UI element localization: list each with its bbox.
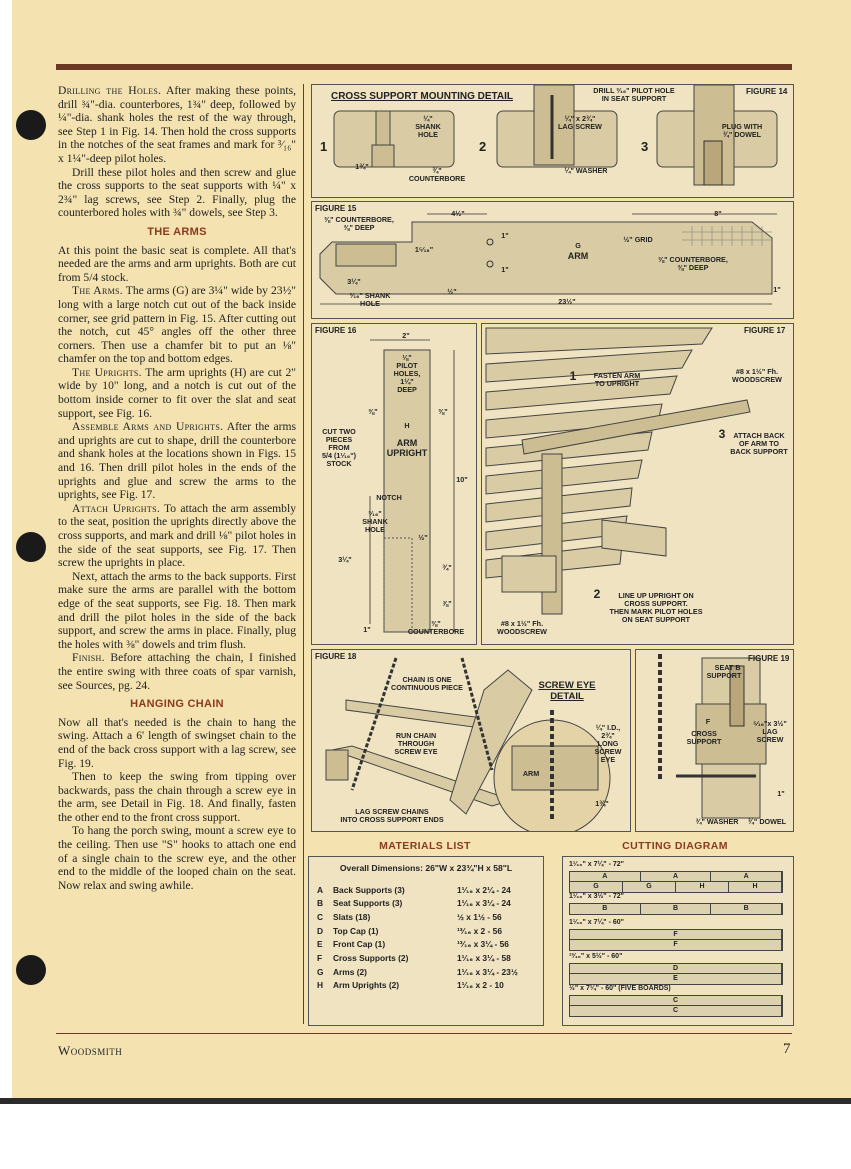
board-part-label: F — [570, 940, 782, 950]
board-part-label: A — [570, 872, 641, 882]
materials-row — [315, 951, 537, 965]
board-part-label: B — [570, 904, 641, 914]
figure-18 — [311, 649, 631, 832]
scan-edge — [0, 1098, 851, 1104]
paragraph — [58, 502, 296, 570]
figure-15-number: FIGURE 15 — [315, 204, 357, 213]
dimension-label: ⅜" — [438, 407, 448, 416]
materials-size: 1¹⁄₁₆ x 3¼ - 23½ — [457, 966, 518, 977]
callout-label: LAG SCREW CHAINS INTO CROSS SUPPORT ENDS — [340, 807, 444, 824]
dimension-label: ⅜" — [368, 407, 378, 416]
materials-name: Seat Supports (3) — [333, 898, 403, 909]
materials-row — [315, 965, 537, 979]
callout-label: ATTACH BACK OF ARM TO BACK SUPPORT — [730, 431, 788, 456]
callout-label: ¼" SHANK HOLE — [415, 114, 441, 139]
board-part-label: C — [570, 996, 782, 1006]
callout-label: ⅜" COUNTERBORE, ⅜" DEEP — [324, 215, 394, 232]
board-part-label: B — [641, 904, 712, 914]
board — [569, 939, 783, 951]
board — [569, 881, 783, 893]
materials-name: Top Cap (1) — [333, 925, 379, 936]
cutting-diagram-title: CUTTING DIAGRAM — [622, 840, 728, 852]
materials-list-box — [308, 856, 544, 1026]
dimension-label: 23½" — [558, 297, 576, 306]
paragraph: Drill these pilot holes and then screw and glue the cross supports to the seat supports with ¼" x 2¾" lag screws, see Step 2. Finally, plug the counterbored holes with ¾" dowels, see Step 3. — [58, 165, 296, 220]
materials-key: H — [317, 980, 324, 991]
page-number: 7 — [783, 1041, 791, 1057]
publication-name: Woodsmith — [58, 1043, 123, 1058]
part-letter: B — [735, 663, 741, 672]
materials-list-title: MATERIALS LIST — [379, 840, 471, 852]
materials-key: F — [317, 953, 323, 964]
step-number: 1 — [569, 369, 577, 383]
cutting-diagram-box — [562, 856, 794, 1026]
callout-label: ¼" WASHER — [564, 166, 608, 175]
callout-label: ⅜" COUNTERBORE — [407, 619, 465, 636]
board — [569, 973, 783, 985]
dimension-label: 1" — [773, 285, 781, 294]
board-label: ½" x 7¼" - 60" (FIVE BOARDS) — [569, 985, 671, 992]
figure-17 — [481, 323, 794, 645]
callout-label: ³⁄₁₆" SHANK HOLE — [362, 509, 388, 534]
materials-row — [315, 938, 537, 952]
paragraph — [58, 284, 296, 366]
dimension-label: 1" — [501, 231, 509, 240]
materials-key: G — [317, 966, 324, 977]
dimension-label: 2" — [402, 331, 410, 340]
dimension-label: 1¾" — [595, 799, 609, 808]
materials-size: 1¹⁄₁₆ x 3¼ - 58 — [457, 953, 511, 964]
top-rule — [56, 64, 792, 70]
board — [569, 1005, 783, 1017]
callout-label: PLUG WITH ¾" DOWEL — [721, 122, 763, 139]
materials-size: 1¹⁄₁₆ x 3¼ - 24 — [457, 898, 511, 909]
materials-row — [315, 883, 537, 897]
materials-name: Slats (18) — [333, 911, 371, 922]
paragraph — [58, 366, 296, 420]
paragraph-text: Before attaching the chain, I finished the entire swing with three coats of spar varnish, see Sources, pg. 24. — [58, 651, 296, 692]
materials-size: 1¹⁄₁₆ x 2 - 10 — [457, 980, 504, 991]
callout-label: CUT TWO PIECES FROM 5/4 (1¹⁄₁₆") STOCK — [321, 427, 356, 468]
part-name: ARM — [567, 251, 589, 261]
board-part-label: F — [570, 930, 782, 940]
board-part-label: D — [570, 964, 782, 974]
figure-15 — [311, 201, 794, 319]
callout-label: ⁵⁄₁₆"x 3½" LAG SCREW — [753, 719, 787, 744]
board-label: 1¹⁄₁₆" x 7¼" - 72" — [569, 861, 624, 868]
paragraph — [58, 84, 296, 166]
materials-key: D — [317, 925, 324, 936]
callout-label: CHAIN IS ONE CONTINUOUS PIECE — [391, 675, 463, 692]
step-number: 3 — [718, 427, 726, 441]
figure-19 — [635, 649, 794, 832]
paragraph-text: To attach the arm assembly to the seat, position the uprights directly above the cross supports, and mark and drill ⅛" pilot holes in the side of the seat supports, see Fig. 17. Then screw the uprights in place. — [58, 501, 296, 570]
step-number: 1 — [320, 139, 328, 154]
callout-label: CROSS SUPPORT — [686, 729, 722, 746]
materials-size: ¹³⁄₁₆ x 2 - 56 — [457, 925, 502, 936]
dimension-label: ⅞" — [442, 599, 452, 608]
dimension-label: 1¾" — [355, 162, 369, 171]
materials-key: A — [317, 884, 324, 895]
callout-label: #8 x 1½" Fh. WOODSCREW — [497, 619, 547, 636]
step-number: 3 — [641, 139, 649, 154]
paragraph: At this point the basic seat is complete. All that's needed are the arms and arm uprights. Both are cut from 5/4 stock. — [58, 243, 296, 284]
dimension-label: 3¼" — [347, 277, 361, 286]
board-part-label: A — [641, 872, 712, 882]
callout-label: ½" GRID — [623, 235, 653, 244]
materials-row — [315, 979, 537, 993]
board-part-label: G — [570, 882, 623, 892]
figure-16 — [311, 323, 477, 645]
part-letter: F — [705, 717, 711, 726]
board-part-label: G — [623, 882, 676, 892]
run-in-head: Drilling the Holes. — [58, 84, 162, 97]
materials-row — [315, 910, 537, 924]
callout-label: DRILL ³⁄₁₆" PILOT HOLE IN SEAT SUPPORT — [593, 86, 675, 103]
paragraph-text: The arms (G) are 3¼" wide by 23½" long with a large notch cut out of the back inside corner, see grid pattern in Fig. 15. After cutting out the notch, cut 45° angles off the other three corners. Then use a chamfer bit to put an ⅛" chamfer on the top and bottom edges. — [58, 284, 296, 366]
dimension-label: 4½" — [451, 209, 465, 218]
materials-name: Cross Supports (2) — [333, 953, 409, 964]
figure-16-number: FIGURE 16 — [315, 326, 357, 335]
section-heading-arms: THE ARMS — [147, 225, 207, 238]
binder-hole — [16, 955, 46, 985]
dimension-label: ¾" — [442, 563, 452, 572]
paragraph: Now all that's needed is the chain to hang the swing. Attach a 6' length of swingset chain to the end of the back cross support with a lag screw, see Fig. 19. — [58, 715, 296, 770]
callout-label: ¾" DOWEL — [747, 817, 787, 826]
run-in-head: Attach Uprights. — [72, 501, 161, 515]
materials-size: 1¹⁄₁₆ x 2¼ - 24 — [457, 884, 511, 895]
figure-14-title: CROSS SUPPORT MOUNTING DETAIL — [330, 91, 514, 102]
column-divider — [303, 84, 304, 1024]
materials-row — [315, 924, 537, 938]
figure-19-number: FIGURE 19 — [748, 654, 790, 663]
callout-label: SEAT SUPPORT — [706, 663, 742, 680]
dimension-label: 3¼" — [338, 555, 352, 564]
step-number: 2 — [479, 139, 487, 154]
dimension-label: 10" — [456, 475, 468, 484]
dimension-label: ½" — [418, 533, 428, 542]
section-heading-chain: HANGING CHAIN — [130, 698, 224, 711]
board-label: 1¹⁄₁₆" x 7¼" - 60" — [569, 919, 624, 926]
figure-17-number: FIGURE 17 — [744, 326, 786, 335]
materials-row — [315, 897, 537, 911]
callout-label: ¾" WASHER — [695, 817, 739, 826]
footer-rule — [56, 1033, 792, 1034]
materials-key: C — [317, 911, 324, 922]
paragraph — [58, 651, 296, 692]
part-name: ARM — [522, 769, 540, 778]
binder-hole — [16, 110, 46, 140]
dimension-label: 1" — [501, 265, 509, 274]
callout-label: ⅛" PILOT HOLES, 1¼" DEEP — [393, 353, 421, 394]
board-part-label: H — [676, 882, 729, 892]
materials-key: B — [317, 898, 324, 909]
callout-label: ⅜" COUNTERBORE, ⅜" DEEP — [658, 255, 728, 272]
figure-18-number: FIGURE 18 — [315, 652, 357, 661]
dimension-label: 1" — [363, 625, 371, 634]
materials-name: Arms (2) — [333, 966, 367, 977]
materials-key: E — [317, 939, 323, 950]
materials-size: ¹³⁄₁₆ x 3¼ - 56 — [457, 939, 509, 950]
board-label: 1¹⁄₁₆" x 3½" - 72" — [569, 893, 624, 900]
board — [569, 903, 783, 915]
part-letter: G — [575, 241, 581, 250]
dimension-label: 1" — [777, 789, 785, 798]
paragraph-text: The arm uprights (H) are cut 2" wide by 10" long, and a notch is cut out of the bottom inside corner to fit over the slat and seat support, see Fig. 16. — [58, 365, 297, 420]
callout-label: RUN CHAIN THROUGH SCREW EYE — [394, 731, 438, 756]
materials-table — [315, 883, 537, 993]
callout-label: ¾" COUNTERBORE — [408, 166, 466, 183]
board-part-label: H — [729, 882, 782, 892]
paragraph: Next, attach the arms to the back supports. First make sure the arms are parallel with the bottom edge of the seat supports, see Fig. 18. Then mark and drill the pilot holes in the side of the back support, and screw the arms in place. Finally, plug the holes with ⅜" dowels and trim flush. — [58, 569, 296, 651]
paragraph: Then to keep the swing from tipping over backwards, pass the chain through a screw eye in the arm, see Detail in Fig. 18. And finally, fasten the other end to the front cross support. — [58, 770, 296, 824]
callout-label: #8 x 1½" Fh. WOODSCREW — [732, 367, 782, 384]
step-number: 2 — [593, 587, 601, 601]
callout-label: ³⁄₁₆" SHANK HOLE — [349, 291, 391, 308]
binder-hole — [16, 532, 46, 562]
materials-name: Back Supports (3) — [333, 884, 405, 895]
materials-name: Front Cap (1) — [333, 939, 386, 950]
materials-size: ½ x 1½ - 56 — [457, 911, 502, 922]
board-part-label: E — [570, 974, 782, 984]
board-part-label: B — [711, 904, 782, 914]
paragraph: To hang the porch swing, mount a screw eye to the ceiling. Then use "S" hooks to attach one end of a single chain to the screw eye, and the other end to the middle of the looped chain on the seat. Now relax and swing awhile. — [58, 824, 296, 892]
detail-title: SCREW EYE DETAIL — [538, 680, 596, 702]
run-in-head: Assemble Arms and Uprights. — [72, 420, 224, 434]
board-part-label: C — [570, 1006, 782, 1016]
run-in-head: The Arms. — [72, 284, 123, 298]
dimension-label: 1⁵⁄₁₆" — [414, 245, 434, 254]
overall-dimensions: Overall Dimensions: 26"W x 23¾"H x 58"L — [339, 863, 513, 873]
article-text-column — [58, 84, 296, 1026]
dimension-label: ½" — [447, 287, 457, 296]
callout-label: LINE UP UPRIGHT ON CROSS SUPPORT. THEN MARK PILOT HOLES ON SEAT SUPPORT — [609, 591, 703, 624]
figure-14-number: FIGURE 14 — [746, 87, 788, 96]
figure-14 — [311, 84, 794, 198]
part-letter: H — [404, 421, 410, 430]
paragraph-text: After the arms and uprights are cut to shape, drill the counterbore and shank holes at the locations shown in Figs. 15 and 16. Then drill pilot holes in the ends of the uprights and glue and screw the arms to the uprights, see Fig. 17. — [58, 420, 296, 502]
callout-label: NOTCH — [376, 493, 402, 502]
callout-label: ¼" I.D., 2¾" LONG SCREW EYE — [594, 723, 622, 764]
board-part-label: A — [711, 872, 782, 882]
run-in-head: The Uprights. — [72, 365, 142, 379]
dimension-label: 8" — [714, 209, 722, 218]
callout-label: ¼" x 2¾" LAG SCREW — [558, 114, 602, 131]
materials-name: Arm Uprights (2) — [333, 980, 400, 991]
run-in-head: Finish. — [72, 651, 105, 665]
board-label: ¹³⁄₁₆" x 5½" - 60" — [569, 953, 623, 960]
part-name: ARM UPRIGHT — [386, 438, 428, 458]
callout-label: FASTEN ARM TO UPRIGHT — [593, 371, 641, 388]
paragraph — [58, 420, 296, 502]
paragraph-text: After making these points, drill ¾"-dia. counterbores, 1¾" deep, followed by ¼"-dia. shank holes the rest of the way through, see Step 1 in Fig. 14. Then hold the cross supports in the notches of the seat frames and mark for ³⁄₁₆" x 1¼"-deep pilot holes. — [58, 84, 296, 165]
